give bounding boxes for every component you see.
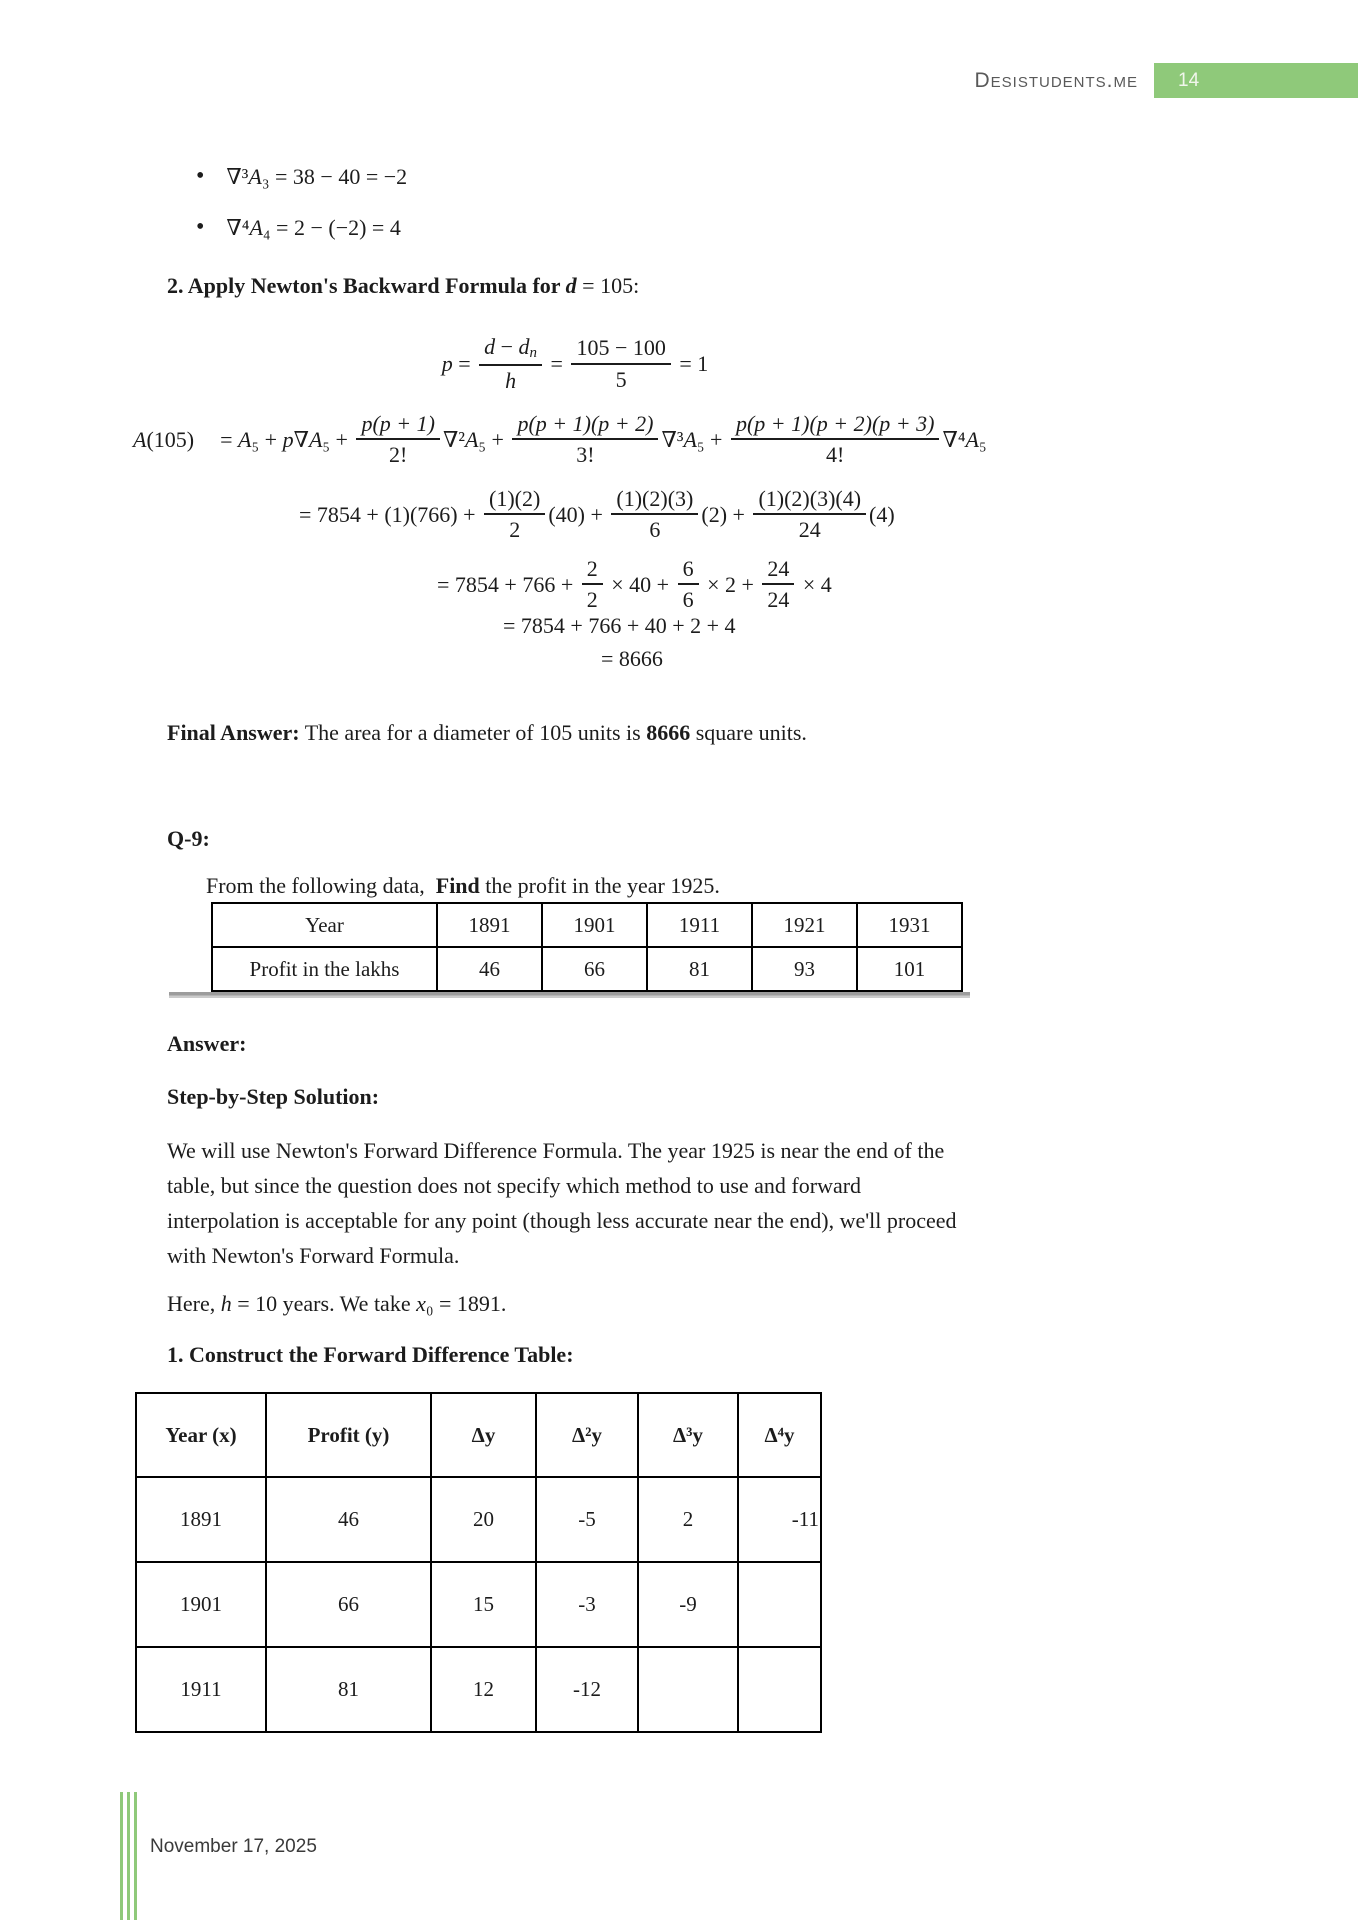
- formula-nabla4: • ∇⁴ A ₄ = 2 − (−2) = 4: [226, 214, 401, 240]
- table-row: [212, 903, 962, 947]
- final-answer: Final Answer: The area for a diameter of 105 units is 8666 square units.: [167, 720, 807, 745]
- forward-difference-table: [135, 1392, 822, 1733]
- table-cell: 1891: [136, 1477, 266, 1562]
- table-cell: 66: [542, 947, 647, 991]
- table-header-cell: Profit (y): [266, 1393, 431, 1477]
- table-cell: 81: [647, 947, 752, 991]
- table-cell: 15: [431, 1562, 536, 1647]
- table-header-cell: Δ²y: [536, 1393, 638, 1477]
- accent-bar-icon: [120, 1792, 123, 1920]
- table-cell: 1891: [437, 903, 542, 947]
- equation-p: p = $\frac{d - dn}{h}$ = $\frac{105 - 100}{5}$ = 1: [441, 334, 709, 394]
- table-cell: 66: [266, 1562, 431, 1647]
- equation-simplify-1: = 7854 + 766 + $\frac{2}{2}$ × 40 + $\frac{6}{6}$ × 2 + $\frac{24}{24}$ × 4: [437, 556, 832, 613]
- table-header-cell: Δy: [431, 1393, 536, 1477]
- table-row: [136, 1477, 821, 1562]
- table-cell: [638, 1647, 738, 1732]
- table-header-row: [136, 1393, 821, 1477]
- paragraph-line: table, but since the question does not specify which method to use and forward: [167, 1173, 862, 1198]
- step2-heading: 2. Apply Newton's Backward Formula for d = 105:: [167, 273, 640, 298]
- table-cell: 12: [431, 1647, 536, 1732]
- table-cell: 93: [752, 947, 857, 991]
- table-cell: [738, 1562, 821, 1647]
- solution-paragraph: [167, 1133, 997, 1273]
- bullet-list: [196, 163, 407, 264]
- table-cell: 1911: [136, 1647, 266, 1732]
- table-row: [136, 1562, 821, 1647]
- equation-substitution: = 7854 + (1)(766) + $\frac{(1)(2)}{2}$ (40) + $\frac{(1)(2)(3)}{6}$ (2) + $\frac{(1)(2)(3)(4)}{24}$ (4): [299, 486, 895, 543]
- paragraph-line: We will use Newton's Forward Difference Formula. The year 1925 is near the end of the: [167, 1138, 945, 1163]
- table-cell: 1911: [647, 903, 752, 947]
- page-number: 14: [1178, 69, 1200, 91]
- table-cell: -9: [638, 1562, 738, 1647]
- table-row: [212, 947, 962, 991]
- equation-result: = 8666: [601, 646, 663, 671]
- table-cell: 81: [266, 1647, 431, 1732]
- bullet-item: [196, 214, 407, 242]
- table-cell: Year: [212, 903, 437, 947]
- table-cell: 101: [857, 947, 962, 991]
- table-cell: Profit in the lakhs: [212, 947, 437, 991]
- table-cell: 1901: [542, 903, 647, 947]
- accent-bar-icon: [134, 1792, 137, 1920]
- table-cell: [738, 1647, 821, 1732]
- question-prompt: From the following data, Find the profit in the year 1925.: [206, 873, 720, 898]
- table-cell: -12: [536, 1647, 638, 1732]
- table-cell: 2: [638, 1477, 738, 1562]
- section-divider: [169, 992, 970, 998]
- table-cell: -5: [536, 1477, 638, 1562]
- steps-label: Step-by-Step Solution:: [167, 1084, 380, 1109]
- table-row: [136, 1647, 821, 1732]
- bullet-item: [196, 163, 407, 191]
- table-cell: 46: [437, 947, 542, 991]
- equation-expansion: A (105) = A ₅ + p ∇ A ₅ + $\frac{p(p + 1)}{2!}$ ∇² A ₅ + $\frac{p(p + 1)(p + 2)}{3!}$ ∇³ A ₅ + $\frac{p(p + 1)(p + 2)(p + 3)}{4!}$ ∇⁴ A ₅: [133, 411, 987, 468]
- footer-date: November 17, 2025: [150, 1836, 317, 1857]
- paragraph-line: with Newton's Forward Formula.: [167, 1243, 460, 1268]
- parameters-line: Here, h = 10 years. We take x ₀ = 1891.: [167, 1291, 507, 1316]
- footer-accent-bars: [120, 1792, 137, 1920]
- table-cell: 20: [431, 1477, 536, 1562]
- table-header-cell: Year (x): [136, 1393, 266, 1477]
- table-header-cell: Δ³y: [638, 1393, 738, 1477]
- accent-bar-icon: [127, 1792, 130, 1920]
- equation-simplify-2: = 7854 + 766 + 40 + 2 + 4: [503, 613, 736, 638]
- table-cell: 1921: [752, 903, 857, 947]
- table-cell: -11: [738, 1477, 821, 1562]
- q9-data-table: [211, 902, 963, 992]
- page-number-badge: [1154, 63, 1358, 98]
- table-cell: 1931: [857, 903, 962, 947]
- table-header-cell: Δ⁴y: [738, 1393, 821, 1477]
- table-cell: 46: [266, 1477, 431, 1562]
- table-cell: -3: [536, 1562, 638, 1647]
- answer-label: Answer:: [167, 1031, 247, 1056]
- table-cell: 1901: [136, 1562, 266, 1647]
- question-label: Q-9:: [167, 826, 210, 851]
- formula-nabla3: • ∇³ A ₃ = 38 − 40 = −2: [226, 164, 408, 189]
- paragraph-line: interpolation is acceptable for any point (though less accurate near the end), we'll proceed: [167, 1208, 957, 1233]
- site-name: Desistudents.me: [974, 69, 1138, 92]
- construct-heading: 1. Construct the Forward Difference Table:: [167, 1342, 574, 1367]
